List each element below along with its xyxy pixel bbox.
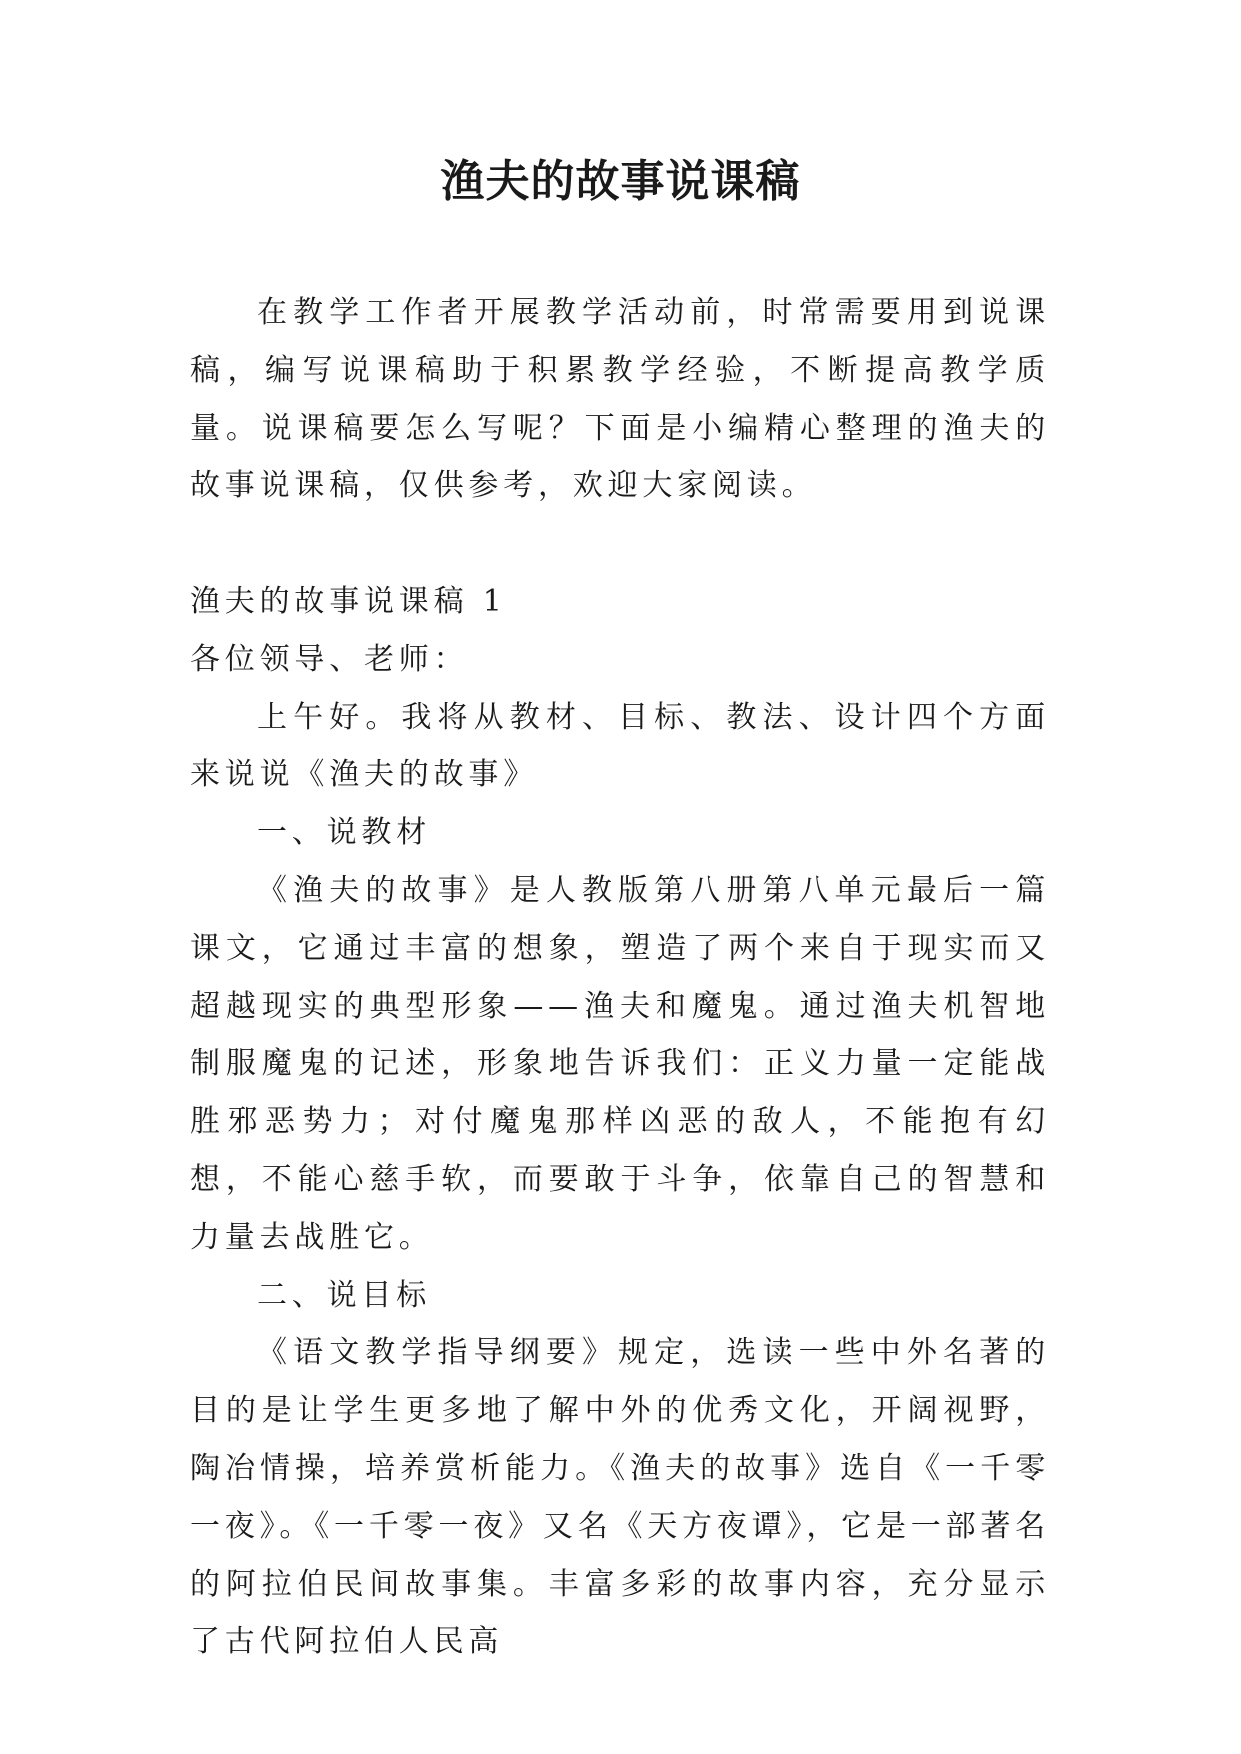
document-title: 渔夫的故事说课稿 — [440, 156, 801, 207]
section-title: 渔夫的故事说课稿 1 — [190, 583, 507, 619]
paragraph-gap — [190, 515, 1050, 573]
greeting: 各位领导、老师： — [190, 641, 469, 677]
heading-goals: 二、说目标 — [257, 1277, 431, 1313]
textbook-paragraph: 《渔夫的故事》是人教版第八册第八单元最后一篇课文，它通过丰富的想象，塑造了两个来自于现实而又超越现实的典型形象——渔夫和魔鬼。通过渔夫机智地制服魔鬼的记述，形象地告诉我们：正义力量一定能战胜邪恶势力；对付魔鬼那样凶恶的敌人，不能抱有幻想，不能心慈手软，而要敢于斗争，依靠自己的智慧和力量去战胜它。 — [190, 872, 1050, 1255]
goals-paragraph: 《语文教学指导纲要》规定，选读一些中外名著的目的是让学生更多地了解中外的优秀文化，开阔视野，陶冶情操，培养赏析能力。《渔夫的故事》选自《一千零一夜》。《一千零一夜》又名《天方夜谭》，它是一部著名的阿拉伯民间故事集。丰富多彩的故事内容，充分显示了古代阿拉伯人民高 — [190, 1335, 1050, 1660]
document-body — [190, 284, 1050, 1671]
heading-textbook: 一、说教材 — [257, 815, 431, 851]
intro-paragraph: 在教学工作者开展教学活动前，时常需要用到说课稿，编写说课稿助于积累教学经验，不断提高教学质量。说课稿要怎么写呢？下面是小编精心整理的渔夫的故事说课稿，仅供参考，欢迎大家阅读。 — [190, 295, 1050, 504]
opening-paragraph: 上午好。我将从教材、目标、教法、设计四个方面来说说《渔夫的故事》 — [190, 699, 1050, 793]
